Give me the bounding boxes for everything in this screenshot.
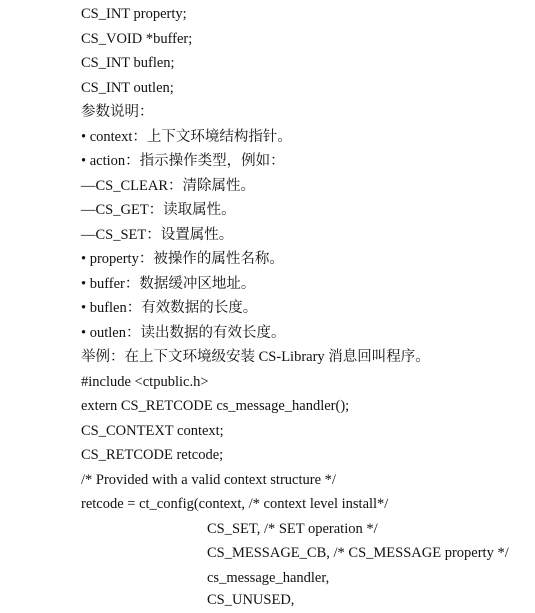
code-line: CS_INT property; <box>81 6 187 22</box>
code-line: CS_CONTEXT context; <box>81 422 224 439</box>
code-line: CS_INT outlen; <box>81 79 174 96</box>
code-line: CS_INT buflen; <box>81 55 175 71</box>
action-option: —CS_GET：读取属性。 <box>81 202 236 218</box>
action-option: —CS_CLEAR：清除属性。 <box>81 177 256 194</box>
param-item: • outlen：读出数据的有效长度。 <box>81 324 286 341</box>
code-line: #include <ctpublic.h> <box>81 373 209 390</box>
param-item: • buflen：有效数据的长度。 <box>81 300 258 316</box>
code-comment: /* Provided with a valid context structure */ <box>81 471 336 488</box>
code-argument: CS_UNUSED, <box>207 592 295 608</box>
code-line: retcode = ct_config(context, /* context level install*/ <box>81 496 389 512</box>
param-item: • buffer：数据缓冲区地址。 <box>81 275 256 292</box>
code-argument: CS_SET, /* SET operation */ <box>207 520 378 537</box>
param-item: • action：指示操作类型，例如： <box>81 153 285 169</box>
param-item: • property：被操作的属性名称。 <box>81 251 284 267</box>
action-option: —CS_SET：设置属性。 <box>81 226 234 243</box>
code-line: CS_VOID *buffer; <box>81 30 193 47</box>
code-argument: cs_message_handler, <box>207 569 330 586</box>
code-argument: CS_MESSAGE_CB, /* CS_MESSAGE property */ <box>207 545 509 561</box>
code-line: CS_RETCODE retcode; <box>81 447 224 463</box>
param-item: • context：上下文环境结构指针。 <box>81 128 292 145</box>
code-line: extern CS_RETCODE cs_message_handler(); <box>81 398 350 414</box>
example-heading: 举例：在上下文环境级安装 CS-Library 消息回叫程序。 <box>81 349 430 365</box>
section-heading: 参数说明： <box>81 104 154 120</box>
